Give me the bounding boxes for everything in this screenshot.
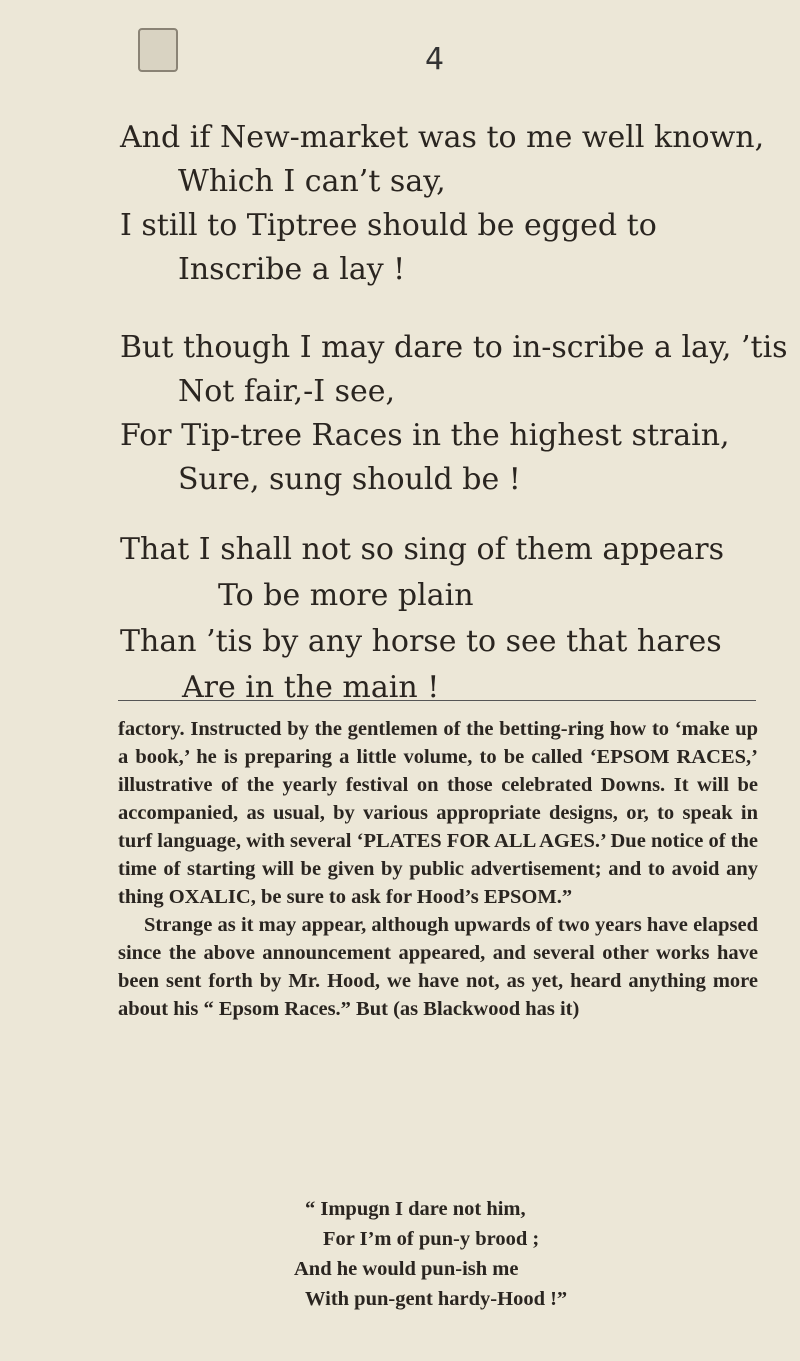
quote-line: And he would pun-ish me <box>294 1258 519 1280</box>
section-divider <box>118 700 756 701</box>
quote-line: “ Impugn I dare not him, <box>305 1198 526 1220</box>
verse-line: Not fair,-I see, <box>178 374 396 409</box>
verse-line: But though I may dare to in-scribe a lay, ’tis <box>120 330 788 365</box>
verse-line: And if New-market was to me well known, <box>120 120 765 155</box>
page-number: 4 <box>425 42 445 77</box>
verse-line: Inscribe a lay ! <box>178 252 406 287</box>
verse-line: That I shall not so sing of them appears <box>120 532 725 567</box>
prose-block <box>118 715 758 1023</box>
printer-ornament-icon <box>138 28 178 72</box>
prose-paragraph-1: factory. Instructed by the gentlemen of the betting-ring how to ‘make up a book,’ he is preparing a little volume, to be called ‘EPSOM RACES,’ illustrative of the yearly festival on those celebrated Downs. It will be accompanied, as usual, by various appropriate designs, or, to speak in turf language, with several ‘PLATES FOR ALL AGES.’ Due notice of the time of starting will be given by public advertisement; and to avoid any thing OXALIC, be sure to ask for Hood’s EPSOM.” <box>118 718 758 908</box>
prose-paragraph-2: Strange as it may appear, although upwards of two years have elapsed since the above announcement appeared, and several other works have been sent forth by Mr. Hood, we have not, as yet, heard anything more about his “ Epsom Races.” But (as Blackwood has it) <box>118 914 758 1020</box>
quote-line: For I’m of pun-y brood ; <box>323 1228 540 1250</box>
verse-line: I still to Tiptree should be egged to <box>120 208 657 243</box>
verse-line: Are in the main ! <box>182 670 440 705</box>
verse-line: For Tip-tree Races in the highest strain, <box>120 418 730 453</box>
quote-line: With pun-gent hardy-Hood !” <box>305 1288 568 1310</box>
verse-line: Than ’tis by any horse to see that hares <box>120 624 722 659</box>
verse-line: Sure, sung should be ! <box>178 462 521 497</box>
verse-line: Which I can’t say, <box>178 164 446 199</box>
verse-line: To be more plain <box>218 578 474 613</box>
